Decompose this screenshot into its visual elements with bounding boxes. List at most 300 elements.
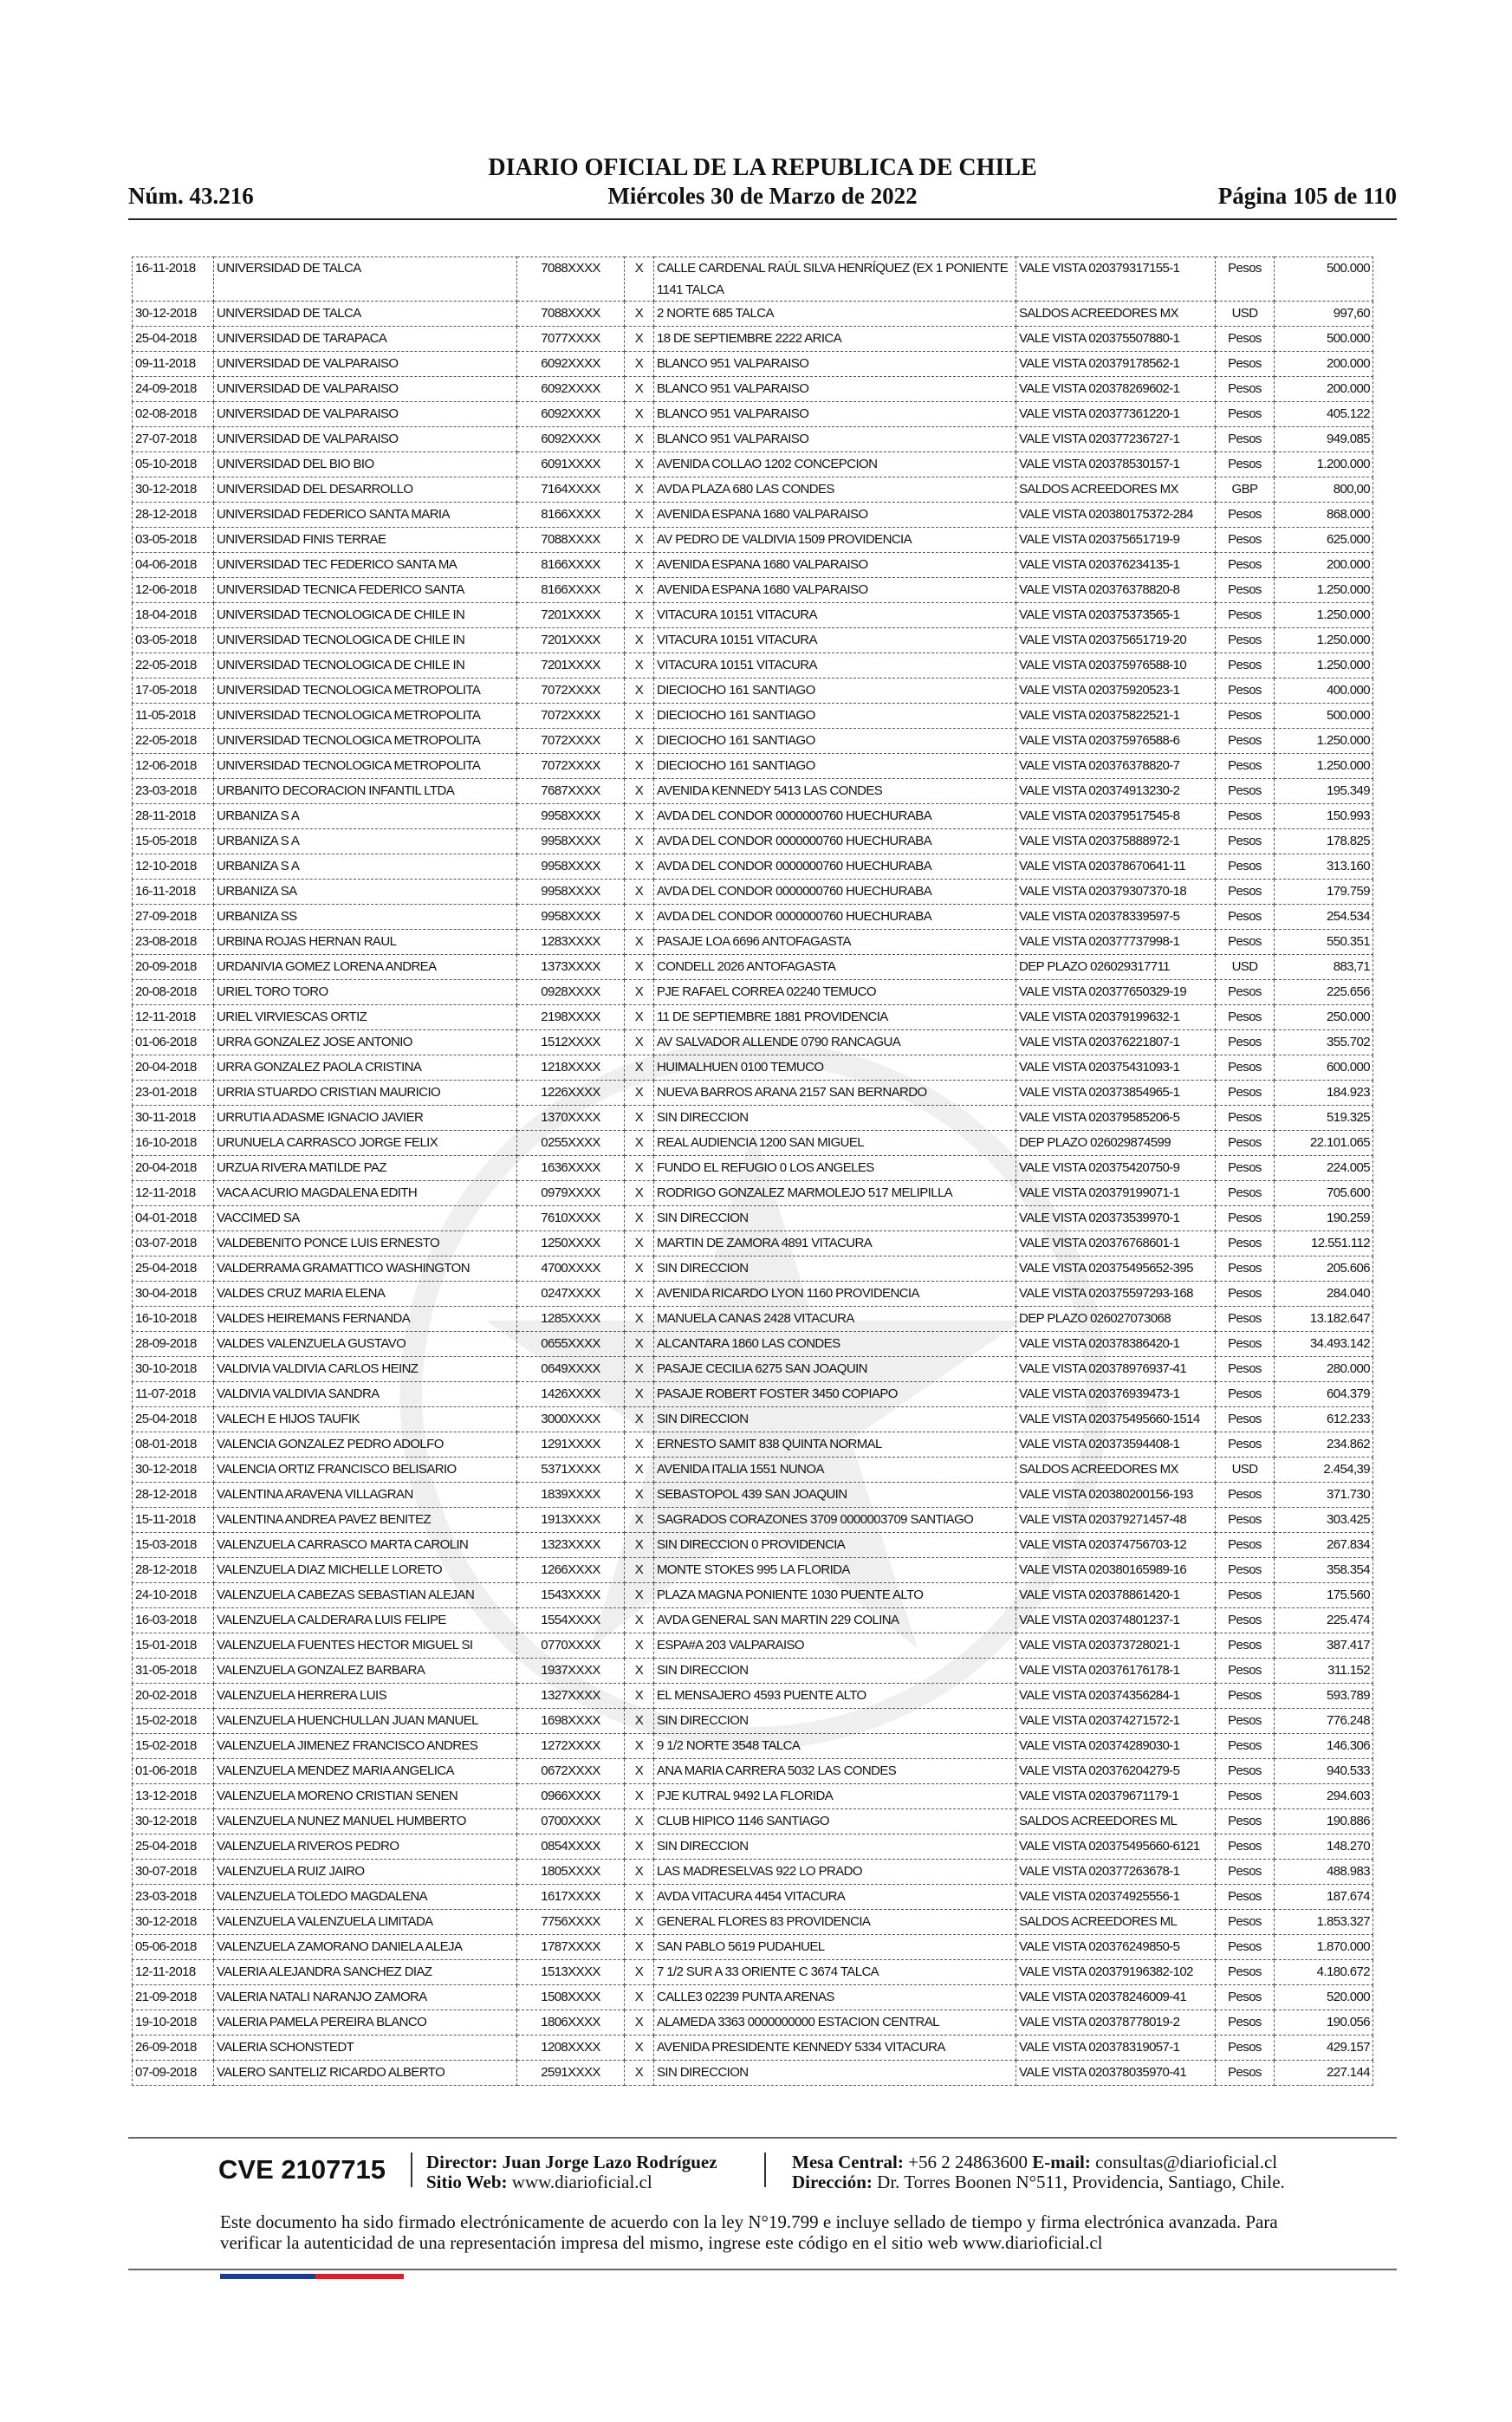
address-cell: RODRIGO GONZALEZ MARMOLEJO 517 MELIPILLA [654,1181,1016,1206]
table-row [133,377,1373,402]
table-row [133,327,1373,352]
table-row [133,779,1373,804]
product-cell: VALE VISTA 020373854965-1 [1016,1081,1216,1106]
address-cell: CLUB HIPICO 1146 SANTIAGO [654,1809,1016,1834]
mark-cell: X [625,578,654,603]
table-row [133,603,1373,628]
rut-cell: 1426XXXX [517,1382,625,1407]
date-cell: 28-12-2018 [133,1558,214,1583]
name-cell: VALENZUELA VALENZUELA LIMITADA [214,1910,517,1935]
product-cell: VALE VISTA 020378339597-5 [1016,905,1216,930]
name-cell: URBANIZA S A [214,829,517,854]
rut-cell: 8166XXXX [517,503,625,528]
address-cell: BLANCO 951 VALPARAISO [654,352,1016,377]
product-cell: VALE VISTA 020374271572-1 [1016,1709,1216,1734]
mark-cell: X [625,779,654,804]
currency-cell: Pesos [1216,1759,1275,1784]
address-cell: DIECIOCHO 161 SANTIAGO [654,754,1016,779]
amount-cell: 1.250.000 [1275,603,1373,628]
product-cell: VALE VISTA 020376768601-1 [1016,1231,1216,1256]
address-cell: REAL AUDIENCIA 1200 SAN MIGUEL [654,1131,1016,1156]
mark-cell: X [625,955,654,980]
masthead [128,154,1397,210]
amount-cell: 387.417 [1275,1633,1373,1659]
amount-cell: 1.853.327 [1275,1910,1373,1935]
product-cell: DEP PLAZO 026029874599 [1016,1131,1216,1156]
address-cell: NUEVA BARROS ARANA 2157 SAN BERNARDO [654,1081,1016,1106]
date-cell: 01-06-2018 [133,1030,214,1055]
amount-cell: 12.551.112 [1275,1231,1373,1256]
table-row [133,1407,1373,1432]
mark-cell: X [625,1181,654,1206]
product-cell: VALE VISTA 020376176178-1 [1016,1659,1216,1684]
amount-cell: 190.056 [1275,2010,1373,2036]
currency-cell: GBP [1216,477,1275,503]
amount-cell: 800,00 [1275,477,1373,503]
name-cell: UNIVERSIDAD DE TARAPACA [214,327,517,352]
product-cell: SALDOS ACREEDORES MX [1016,302,1216,327]
mark-cell: X [625,1684,654,1709]
table-row [133,1759,1373,1784]
amount-cell: 593.789 [1275,1684,1373,1709]
table-row [133,829,1373,854]
table-row [133,930,1373,955]
date-cell: 30-12-2018 [133,477,214,503]
product-cell: VALE VISTA 020375888972-1 [1016,829,1216,854]
table-row [133,2061,1373,2086]
rut-cell: 9958XXXX [517,829,625,854]
amount-cell: 600.000 [1275,1055,1373,1081]
mark-cell: X [625,1508,654,1533]
address-cell: SIN DIRECCION [654,1206,1016,1231]
amount-cell: 1.250.000 [1275,754,1373,779]
table-row [133,2010,1373,2036]
name-cell: VALDIVIA VALDIVIA SANDRA [214,1382,517,1407]
currency-cell: Pesos [1216,1181,1275,1206]
address-cell: SIN DIRECCION [654,1256,1016,1282]
amount-cell: 2.454,39 [1275,1458,1373,1483]
amount-cell: 200.000 [1275,377,1373,402]
amount-cell: 280.000 [1275,1357,1373,1382]
mark-cell: X [625,377,654,402]
currency-cell: Pesos [1216,1608,1275,1633]
rut-cell: 1272XXXX [517,1734,625,1759]
mark-cell: X [625,1960,654,1985]
table-row [133,729,1373,754]
table-row [133,1709,1373,1734]
address-cell: AVENIDA ESPANA 1680 VALPARAISO [654,578,1016,603]
table-row [133,257,1373,302]
date-cell: 15-02-2018 [133,1734,214,1759]
product-cell: VALE VISTA 020375495660-1514 [1016,1407,1216,1432]
product-cell: VALE VISTA 020379178562-1 [1016,352,1216,377]
mark-cell: X [625,1885,654,1910]
name-cell: VACCIMED SA [214,1206,517,1231]
address-cell: 9 1/2 NORTE 3548 TALCA [654,1734,1016,1759]
rut-cell: 1218XXXX [517,1055,625,1081]
product-cell: VALE VISTA 020378778019-2 [1016,2010,1216,2036]
name-cell: URRA GONZALEZ PAOLA CRISTINA [214,1055,517,1081]
address-cell: ALAMEDA 3363 0000000000 ESTACION CENTRAL [654,2010,1016,2036]
date-cell: 11-07-2018 [133,1382,214,1407]
rut-cell: 9958XXXX [517,905,625,930]
name-cell: VALENZUELA DIAZ MICHELLE LORETO [214,1558,517,1583]
amount-cell: 776.248 [1275,1709,1373,1734]
rut-cell: 7072XXXX [517,729,625,754]
rut-cell: 4700XXXX [517,1256,625,1282]
mark-cell: X [625,980,654,1005]
currency-cell: Pesos [1216,1256,1275,1282]
rut-cell: 1839XXXX [517,1483,625,1508]
currency-cell: Pesos [1216,578,1275,603]
currency-cell: Pesos [1216,1106,1275,1131]
name-cell: VALENZUELA NUNEZ MANUEL HUMBERTO [214,1809,517,1834]
address-cell: AVENIDA ESPANA 1680 VALPARAISO [654,553,1016,578]
product-cell: VALE VISTA 020377650329-19 [1016,980,1216,1005]
name-cell: VALDES CRUZ MARIA ELENA [214,1282,517,1307]
address-cell: PJE KUTRAL 9492 LA FLORIDA [654,1784,1016,1809]
name-cell: VALERO SANTELIZ RICARDO ALBERTO [214,2061,517,2086]
contact-block [792,2153,1285,2192]
name-cell: UNIVERSIDAD TEC FEDERICO SANTA MA [214,553,517,578]
rut-cell: 7088XXXX [517,302,625,327]
address-cell: DIECIOCHO 161 SANTIAGO [654,679,1016,704]
currency-cell: Pesos [1216,829,1275,854]
product-cell: VALE VISTA 020376249850-5 [1016,1935,1216,1960]
currency-cell: Pesos [1216,402,1275,427]
page-number: Página 105 de 110 [1217,183,1397,209]
product-cell: VALE VISTA 020377263678-1 [1016,1860,1216,1885]
name-cell: VALDES VALENZUELA GUSTAVO [214,1332,517,1357]
date-cell: 25-04-2018 [133,1834,214,1860]
address-cell: CALLE CARDENAL RAÚL SILVA HENRÍQUEZ (EX 1 PONIENTE 1141 TALCA [654,257,1016,302]
mark-cell: X [625,257,654,302]
name-cell: VALENZUELA GONZALEZ BARBARA [214,1659,517,1684]
currency-cell: Pesos [1216,854,1275,880]
product-cell: VALE VISTA 020378530157-1 [1016,452,1216,477]
product-cell: VALE VISTA 020375651719-9 [1016,528,1216,553]
rut-cell: 2591XXXX [517,2061,625,2086]
name-cell: VALENZUELA CARRASCO MARTA CAROLIN [214,1533,517,1558]
mark-cell: X [625,880,654,905]
date-cell: 31-05-2018 [133,1659,214,1684]
currency-cell: USD [1216,1458,1275,1483]
address-cell: AVENIDA COLLAO 1202 CONCEPCION [654,452,1016,477]
address-cell: AV SALVADOR ALLENDE 0790 RANCAGUA [654,1030,1016,1055]
rut-cell: 0649XXXX [517,1357,625,1382]
address-cell: DIECIOCHO 161 SANTIAGO [654,729,1016,754]
product-cell: VALE VISTA 020376378820-8 [1016,578,1216,603]
mark-cell: X [625,1005,654,1030]
currency-cell: Pesos [1216,679,1275,704]
address-cell: BLANCO 951 VALPARAISO [654,402,1016,427]
cve-code: CVE 2107715 [218,2154,386,2185]
currency-cell: Pesos [1216,1784,1275,1809]
amount-cell: 303.425 [1275,1508,1373,1533]
date-cell: 08-01-2018 [133,1432,214,1458]
table-row [133,1307,1373,1332]
amount-cell: 500.000 [1275,704,1373,729]
currency-cell: Pesos [1216,503,1275,528]
table-row [133,854,1373,880]
rut-cell: 0247XXXX [517,1282,625,1307]
currency-cell: Pesos [1216,1055,1275,1081]
currency-cell: Pesos [1216,1960,1275,1985]
rut-cell: 1323XXXX [517,1533,625,1558]
table-row [133,1131,1373,1156]
currency-cell: Pesos [1216,1809,1275,1834]
rut-cell: 0672XXXX [517,1759,625,1784]
address-cell: PASAJE ROBERT FOSTER 3450 COPIAPO [654,1382,1016,1407]
mark-cell: X [625,1030,654,1055]
mark-cell: X [625,1834,654,1860]
amount-cell: 225.474 [1275,1608,1373,1633]
currency-cell: Pesos [1216,427,1275,452]
product-cell: VALE VISTA 020376221807-1 [1016,1030,1216,1055]
mark-cell: X [625,1231,654,1256]
product-cell: VALE VISTA 020378269602-1 [1016,377,1216,402]
date-cell: 30-12-2018 [133,1910,214,1935]
product-cell: VALE VISTA 020379196382-102 [1016,1960,1216,1985]
rut-cell: 6092XXXX [517,402,625,427]
date-cell: 23-01-2018 [133,1081,214,1106]
amount-cell: 604.379 [1275,1382,1373,1407]
table-row [133,352,1373,377]
name-cell: UNIVERSIDAD TECNOLOGICA METROPOLITA [214,729,517,754]
date-cell: 16-10-2018 [133,1131,214,1156]
amount-cell: 224.005 [1275,1156,1373,1181]
mark-cell: X [625,1608,654,1633]
mark-cell: X [625,1081,654,1106]
address-cell: MARTIN DE ZAMORA 4891 VITACURA [654,1231,1016,1256]
rut-cell: 7072XXXX [517,754,625,779]
product-cell: SALDOS ACREEDORES ML [1016,1910,1216,1935]
currency-cell: Pesos [1216,1307,1275,1332]
date-cell: 18-04-2018 [133,603,214,628]
rut-cell: 1208XXXX [517,2036,625,2061]
date-cell: 19-10-2018 [133,2010,214,2036]
address-cell: SAN PABLO 5619 PUDAHUEL [654,1935,1016,1960]
amount-cell: 1.250.000 [1275,653,1373,679]
address-cell: VITACURA 10151 VITACURA [654,653,1016,679]
name-cell: VALECH E HIJOS TAUFIK [214,1407,517,1432]
name-cell: URBANIZA S A [214,804,517,829]
currency-cell: Pesos [1216,1885,1275,1910]
name-cell: UNIVERSIDAD FINIS TERRAE [214,528,517,553]
currency-cell: Pesos [1216,452,1275,477]
currency-cell: Pesos [1216,352,1275,377]
amount-cell: 175.560 [1275,1583,1373,1608]
product-cell: VALE VISTA 020375822521-1 [1016,704,1216,729]
currency-cell: Pesos [1216,1533,1275,1558]
mark-cell: X [625,804,654,829]
name-cell: VALENZUELA FUENTES HECTOR MIGUEL SI [214,1633,517,1659]
mark-cell: X [625,427,654,452]
address-cell: VITACURA 10151 VITACURA [654,628,1016,653]
currency-cell: Pesos [1216,1030,1275,1055]
name-cell: URIEL VIRVIESCAS ORTIZ [214,1005,517,1030]
table-row [133,1282,1373,1307]
currency-cell: Pesos [1216,1659,1275,1684]
mark-cell: X [625,1307,654,1332]
table-row [133,1357,1373,1382]
date-cell: 30-12-2018 [133,1809,214,1834]
product-cell: VALE VISTA 020380175372-284 [1016,503,1216,528]
date-cell: 12-10-2018 [133,854,214,880]
product-cell: VALE VISTA 020375976588-6 [1016,729,1216,754]
address-cell: 18 DE SEPTIEMBRE 2222 ARICA [654,327,1016,352]
table-row [133,1809,1373,1834]
product-cell: VALE VISTA 020379307370-18 [1016,880,1216,905]
amount-cell: 400.000 [1275,679,1373,704]
product-cell: SALDOS ACREEDORES ML [1016,1809,1216,1834]
currency-cell: Pesos [1216,653,1275,679]
rut-cell: 1806XXXX [517,2010,625,2036]
amount-cell: 705.600 [1275,1181,1373,1206]
address-cell: PASAJE LOA 6696 ANTOFAGASTA [654,930,1016,955]
issue-date: Miércoles 30 de Marzo de 2022 [607,183,918,209]
name-cell: VALENZUELA RUIZ JAIRO [214,1860,517,1885]
rut-cell: 3000XXXX [517,1407,625,1432]
rut-cell: 0928XXXX [517,980,625,1005]
name-cell: VALENZUELA CALDERARA LUIS FELIPE [214,1608,517,1633]
product-cell: VALE VISTA 020375597293-168 [1016,1282,1216,1307]
date-cell: 20-04-2018 [133,1156,214,1181]
address-cell: AV PEDRO DE VALDIVIA 1509 PROVIDENCIA [654,528,1016,553]
amount-cell: 868.000 [1275,503,1373,528]
product-cell: VALE VISTA 020374756703-12 [1016,1533,1216,1558]
address-cell: BLANCO 951 VALPARAISO [654,377,1016,402]
currency-cell: Pesos [1216,553,1275,578]
site-link[interactable]: www.diarioficial.cl [511,2172,652,2192]
product-cell: VALE VISTA 020376378820-7 [1016,754,1216,779]
table-row [133,402,1373,427]
date-cell: 30-04-2018 [133,1282,214,1307]
table-row [133,679,1373,704]
currency-cell: Pesos [1216,729,1275,754]
currency-cell: Pesos [1216,1508,1275,1533]
address-cell: SIN DIRECCION [654,1834,1016,1860]
address-cell: AVDA DEL CONDOR 0000000760 HUECHURABA [654,854,1016,880]
mark-cell: X [625,729,654,754]
table-row [133,1558,1373,1583]
address-cell: CONDELL 2026 ANTOFAGASTA [654,955,1016,980]
date-cell: 17-05-2018 [133,679,214,704]
currency-cell: Pesos [1216,257,1275,302]
date-cell: 07-09-2018 [133,2061,214,2086]
date-cell: 30-12-2018 [133,1458,214,1483]
table-row [133,477,1373,503]
mark-cell: X [625,1533,654,1558]
address-cell: AVDA DEL CONDOR 0000000760 HUECHURABA [654,880,1016,905]
currency-cell: Pesos [1216,880,1275,905]
currency-cell: Pesos [1216,2036,1275,2061]
name-cell: UNIVERSIDAD TECNOLOGICA DE CHILE IN [214,653,517,679]
bottom-divider [128,2269,1397,2270]
currency-cell: Pesos [1216,2010,1275,2036]
currency-cell: Pesos [1216,704,1275,729]
mark-cell: X [625,1935,654,1960]
amount-cell: 940.533 [1275,1759,1373,1784]
address-cell: SIN DIRECCION 0 PROVIDENCIA [654,1533,1016,1558]
date-cell: 30-11-2018 [133,1106,214,1131]
address-cell: AVDA VITACURA 4454 VITACURA [654,1885,1016,1910]
table-row [133,980,1373,1005]
address-cell: 7 1/2 SUR A 33 ORIENTE C 3674 TALCA [654,1960,1016,1985]
amount-cell: 1.250.000 [1275,729,1373,754]
currency-cell: Pesos [1216,1583,1275,1608]
address-cell: SAGRADOS CORAZONES 3709 0000003709 SANTIAGO [654,1508,1016,1533]
name-cell: VALERIA SCHONSTEDT [214,2036,517,2061]
table-row [133,1834,1373,1860]
date-cell: 02-08-2018 [133,402,214,427]
address-cell: SIN DIRECCION [654,1709,1016,1734]
currency-cell: Pesos [1216,930,1275,955]
name-cell: VALERIA NATALI NARANJO ZAMORA [214,1985,517,2010]
amount-cell: 311.152 [1275,1659,1373,1684]
table-row [133,905,1373,930]
mark-cell: X [625,528,654,553]
address-cell: SIN DIRECCION [654,2061,1016,2086]
name-cell: URBANIZA SS [214,905,517,930]
address-cell: LAS MADRESELVAS 922 LO PRADO [654,1860,1016,1885]
amount-cell: 500.000 [1275,327,1373,352]
rut-cell: 7077XXXX [517,327,625,352]
address-cell: AVENIDA RICARDO LYON 1160 PROVIDENCIA [654,1282,1016,1307]
amount-cell: 883,71 [1275,955,1373,980]
date-cell: 27-07-2018 [133,427,214,452]
mark-cell: X [625,402,654,427]
rut-cell: 1937XXXX [517,1659,625,1684]
address-cell: PJE RAFAEL CORREA 02240 TEMUCO [654,980,1016,1005]
currency-cell: Pesos [1216,377,1275,402]
product-cell: VALE VISTA 020379317155-1 [1016,257,1216,302]
product-cell: VALE VISTA 020375495652-395 [1016,1256,1216,1282]
name-cell: URBANITO DECORACION INFANTIL LTDA [214,779,517,804]
director-label: Director: [426,2152,498,2172]
amount-cell: 184.923 [1275,1081,1373,1106]
rut-cell: 1285XXXX [517,1307,625,1332]
date-cell: 27-09-2018 [133,905,214,930]
rut-cell: 1250XXXX [517,1231,625,1256]
date-cell: 15-02-2018 [133,1709,214,1734]
address-cell: EL MENSAJERO 4593 PUENTE ALTO [654,1684,1016,1709]
issue-number: Núm. 43.216 [128,183,254,209]
product-cell: VALE VISTA 020375495660-6121 [1016,1834,1216,1860]
date-cell: 22-05-2018 [133,729,214,754]
email-link[interactable]: consultas@diarioficial.cl [1095,2152,1278,2172]
table-row [133,1081,1373,1106]
table-row [133,1608,1373,1633]
product-cell: VALE VISTA 020379271457-48 [1016,1508,1216,1533]
date-cell: 13-12-2018 [133,1784,214,1809]
rut-cell: 6092XXXX [517,352,625,377]
rut-cell: 7201XXXX [517,603,625,628]
rut-cell: 7072XXXX [517,704,625,729]
currency-cell: Pesos [1216,1935,1275,1960]
name-cell: UNIVERSIDAD TECNOLOGICA DE CHILE IN [214,628,517,653]
mark-cell: X [625,1659,654,1684]
rut-cell: 7164XXXX [517,477,625,503]
currency-cell: Pesos [1216,1005,1275,1030]
date-cell: 28-11-2018 [133,804,214,829]
address-cell: CALLE3 02239 PUNTA ARENAS [654,1985,1016,2010]
date-cell: 01-06-2018 [133,1759,214,1784]
rut-cell: 8166XXXX [517,578,625,603]
name-cell: URZUA RIVERA MATILDE PAZ [214,1156,517,1181]
product-cell: VALE VISTA 020379517545-8 [1016,804,1216,829]
name-cell: VALENZUELA RIVEROS PEDRO [214,1834,517,1860]
